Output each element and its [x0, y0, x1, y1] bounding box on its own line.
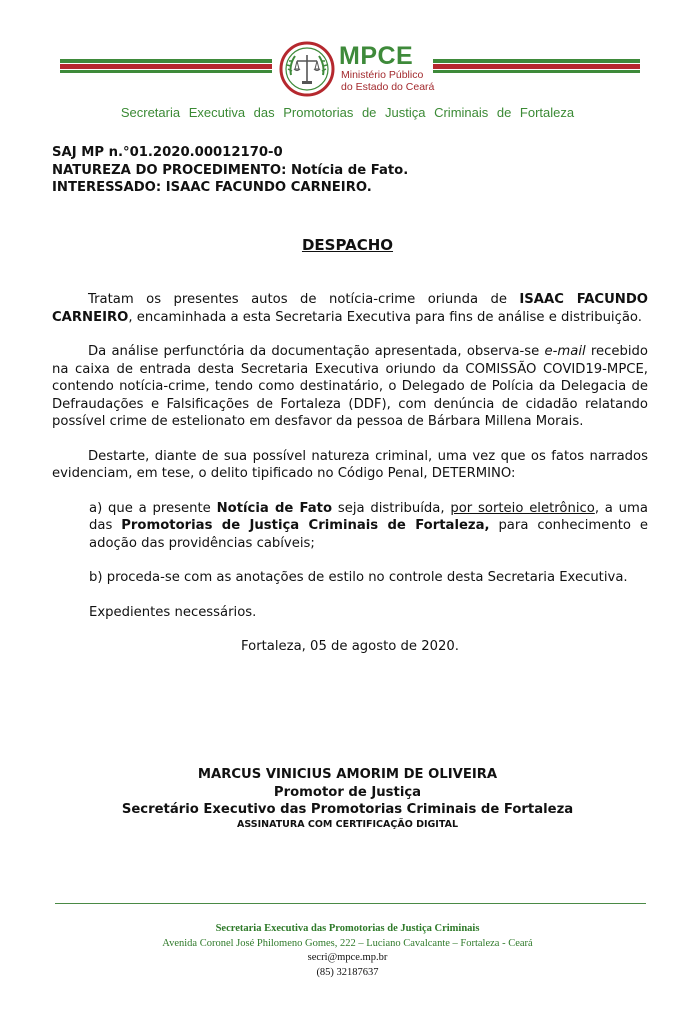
signer-role: Promotor de Justiça	[273, 784, 422, 800]
document-body	[52, 291, 648, 656]
logo-text	[339, 44, 434, 93]
natureza-value: Notícia de Fato.	[291, 162, 409, 178]
digital-cert-note: ASSINATURA COM CERTIFICAÇÃO DIGITAL	[236, 818, 458, 830]
item-b: b) proceda-se com as anotações de estilo no controle desta Secretaria Executiva.	[89, 570, 628, 585]
logo-subtitle-line2: do Estado do Ceará	[341, 81, 435, 93]
mpce-emblem-icon	[279, 41, 335, 97]
paragraph-1: Tratam os presentes autos de notícia-crime oriunda de ISAAC FACUNDO CARNEIRO, encaminhada a esta Secretaria Executiva para fins de análise e distribuição.	[52, 292, 648, 325]
letterhead	[0, 0, 695, 130]
footer-phone: (85) 32187637	[316, 966, 379, 978]
logo-subtitle-line1: Ministério Público	[341, 69, 424, 81]
page-title: DESPACHO	[301, 236, 394, 254]
item-a: a) que a presente Notícia de Fato seja distribuída, por sorteio eletrônico, a uma das Promotorias de Justiça Criminais de Fortaleza, para conhecimento e adoção das providências cabíveis;	[89, 500, 649, 551]
header-stripe-right	[433, 59, 640, 73]
natureza-label: NATUREZA DO PROCEDIMENTO:	[52, 162, 287, 178]
secretaria-heading: Secretaria Executiva das Promotorias de Justiça Criminais de Fortaleza	[120, 105, 575, 120]
signature-block	[0, 766, 695, 831]
saj-number: SAJ MP n.°01.2020.00012170-0	[52, 145, 283, 160]
expedientes: Expedientes necessários.	[89, 604, 257, 620]
date-line: Fortaleza, 05 de agosto de 2020.	[241, 639, 459, 654]
header-stripe-left	[60, 59, 272, 73]
footer-address: Avenida Coronel José Philomeno Gomes, 222 – Luciano Cavalcante – Fortaleza - Ceará	[162, 937, 533, 949]
footer	[0, 922, 695, 980]
footer-email: secri@mpce.mp.br	[307, 952, 388, 963]
interessado-line: INTERESSADO: ISAAC FACUNDO CARNEIRO.	[52, 180, 372, 195]
paragraph-3: Destarte, diante de sua possível natureza criminal, uma vez que os fatos narrados evidenciam, em tese, o delito tipificado no Código Penal, DETERMINO:	[52, 448, 648, 481]
signer-name: MARCUS VINICIUS AMORIM DE OLIVEIRA	[197, 767, 498, 782]
signer-position: Secretário Executivo das Promotorias Criminais de Fortaleza	[121, 802, 574, 817]
natureza-line	[52, 162, 408, 180]
paragraph-2: Da análise perfunctória da documentação apresentada, observa-se e-mail recebido na caixa de entrada desta Secretaria Executiva oriundo da COMISSÃO COVID19-MPCE, contendo notícia-crime, tendo como destinatário, o Delegado de Polícia da Delegacia de Defraudações e Falsificações de Fortaleza (DDF), com denúncia de cidadão relatando possível crime de estelionato em desfavor da pessoa de Bárbara Millena Morais.	[52, 344, 648, 429]
footer-org: Secretaria Executiva das Promotorias de Justiça Criminais	[215, 923, 480, 934]
footer-divider	[55, 903, 646, 904]
procedure-meta	[52, 144, 408, 197]
logo-title: MPCE	[339, 42, 414, 70]
